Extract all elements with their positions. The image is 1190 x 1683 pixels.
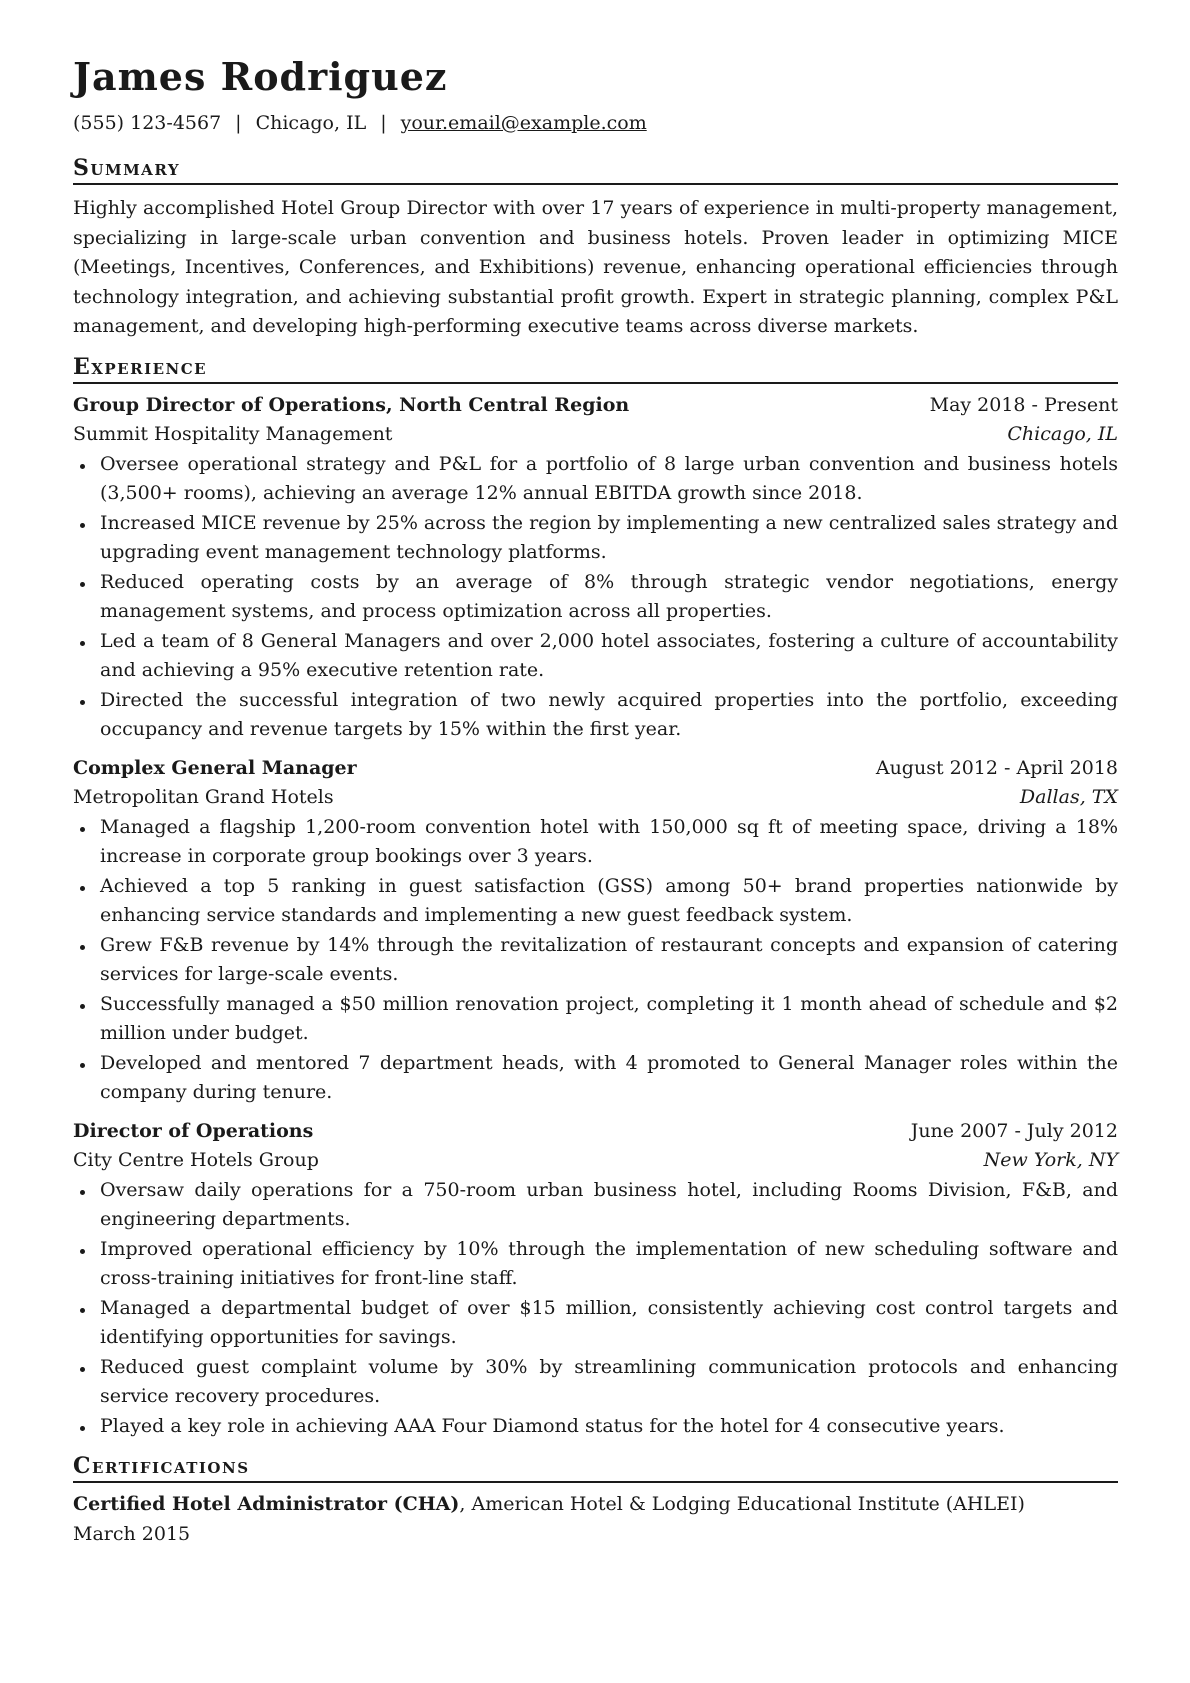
resume-page — [73, 54, 1118, 1549]
job-bullets — [73, 450, 1118, 745]
contact-separator: | — [380, 112, 387, 134]
job-bullets — [73, 813, 1118, 1108]
list-item: Played a key role in achieving AAA Four Diamond status for the hotel for 4 consecutive years. — [73, 1412, 1118, 1442]
list-item: Led a team of 8 General Managers and over 2,000 hotel associates, fostering a culture of accountability and achieving a 95% executive retention rate. — [73, 627, 1118, 686]
candidate-name: James Rodriguez — [73, 54, 448, 99]
list-item: Reduced guest complaint volume by 30% by streamlining communication protocols and enhancing service recovery procedures. — [73, 1353, 1118, 1412]
contact-separator: | — [235, 112, 242, 134]
job-location: Dallas, TX — [1019, 786, 1118, 808]
certification-entry — [73, 1490, 1118, 1549]
company-name: Summit Hospitality Management — [73, 423, 393, 445]
job-dates: June 2007 - July 2012 — [910, 1119, 1118, 1142]
list-item: Achieved a top 5 ranking in guest satisfaction (GSS) among 50+ brand properties nationwide by enhancing service standards and implementing a new guest feedback system. — [73, 872, 1118, 931]
company-name: Metropolitan Grand Hotels — [73, 786, 334, 808]
contact-location: Chicago, IL — [255, 112, 367, 134]
list-item: Reduced operating costs by an average of 8% through strategic vendor negotiations, energy management systems, and process optimization across all properties. — [73, 568, 1118, 627]
certification-name: Certified Hotel Administrator (CHA) — [73, 1493, 460, 1515]
job-location: Chicago, IL — [1007, 423, 1118, 445]
list-item: Grew F&B revenue by 14% through the revitalization of restaurant concepts and expansion of catering services for large-scale events. — [73, 931, 1118, 990]
job-dates: May 2018 - Present — [929, 393, 1118, 416]
list-item: Managed a flagship 1,200-room convention hotel with 150,000 sq ft of meeting space, driving a 18% increase in corporate group bookings over 3 years. — [73, 813, 1118, 872]
list-item: Developed and mentored 7 department heads, with 4 promoted to General Manager roles within the company during tenure. — [73, 1049, 1118, 1108]
job-location: New York, NY — [983, 1149, 1118, 1171]
list-item: Successfully managed a $50 million renovation project, completing it 1 month ahead of schedule and $2 million under budget. — [73, 990, 1118, 1049]
experience-entry — [73, 391, 1118, 745]
job-bullets — [73, 1176, 1118, 1442]
experience-entry — [73, 1117, 1118, 1442]
list-item: Improved operational efficiency by 10% through the implementation of new scheduling software and cross-training initiatives for front-line staff. — [73, 1235, 1118, 1294]
list-item: Oversaw daily operations for a 750-room urban business hotel, including Rooms Division, F&B, and engineering departments. — [73, 1176, 1118, 1235]
certification-issuer: , American Hotel & Lodging Educational Institute (AHLEI) — [459, 1493, 1025, 1515]
summary-text: Highly accomplished Hotel Group Director with over 17 years of experience in multi-property management, specializing in large-scale urban convention and business hotels. Proven leader in optimizing MICE (Meetings, Incentives, Conferences, and Exhibitions) revenue, enhancing operational efficiencies through technology integration, and achieving substantial profit growth. Expert in strategic planning, complex P&L management, and developing high-performing executive teams across diverse markets. — [73, 197, 1118, 337]
job-dates: August 2012 - April 2018 — [875, 756, 1118, 779]
summary-heading: Summary — [73, 155, 1118, 185]
list-item: Managed a departmental budget of over $15 million, consistently achieving cost control targets and identifying opportunities for savings. — [73, 1294, 1118, 1353]
experience-heading: Experience — [73, 354, 1118, 384]
company-name: City Centre Hotels Group — [73, 1149, 319, 1171]
job-title: Complex General Manager — [73, 756, 357, 779]
list-item: Increased MICE revenue by 25% across the region by implementing a new centralized sales strategy and upgrading event management technology platforms. — [73, 509, 1118, 568]
contact-line — [73, 114, 1118, 133]
list-item: Directed the successful integration of two newly acquired properties into the portfolio, exceeding occupancy and revenue targets by 15% within the first year. — [73, 686, 1118, 745]
phone-number: (555) 123-4567 — [73, 112, 222, 134]
job-title: Director of Operations — [73, 1119, 314, 1142]
list-item: Oversee operational strategy and P&L for a portfolio of 8 large urban convention and business hotels (3,500+ rooms), achieving an average 12% annual EBITDA growth since 2018. — [73, 450, 1118, 509]
email-link[interactable]: your.email@example.com — [400, 112, 647, 134]
certification-date: March 2015 — [73, 1522, 191, 1545]
certifications-heading: Certifications — [73, 1453, 1118, 1483]
job-title: Group Director of Operations, North Central Region — [73, 393, 630, 416]
experience-entry — [73, 754, 1118, 1108]
